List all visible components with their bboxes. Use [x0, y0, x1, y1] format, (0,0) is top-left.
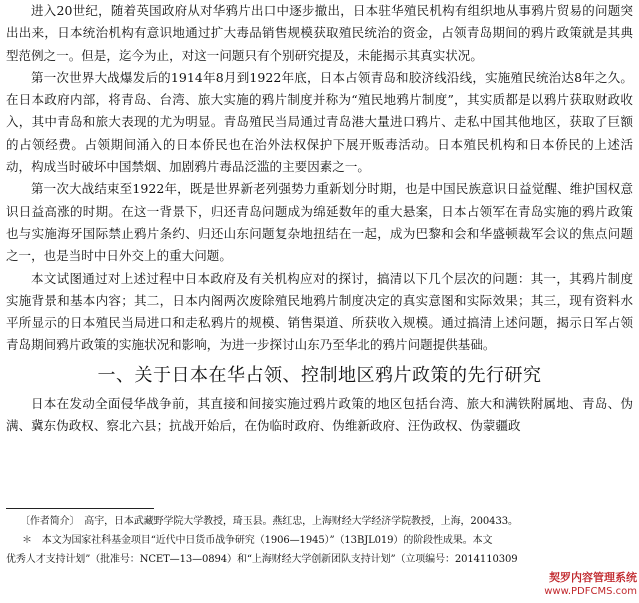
watermark-title: 契罗内容管理系统 [549, 571, 637, 584]
footnote-divider [6, 508, 154, 509]
body-paragraph-3: 第一次大战结束至1922年，既是世界新老列强势力重新划分时期，也是中国民族意识日益觉醒、维护国权意识日益高涨的时期。在这一背景下，归还青岛问题成为绵延数年的重大悬案，日本占领军在青岛实施的鸦片政策也与实施海牙国际禁止鸦片条约、归还山东问题复杂地扭结在一起，成为巴黎和会和华盛顿裁军会议的焦点问题之一，也是当时中日外交上的重大问题。 [6, 181, 633, 264]
author-intro-note: 〔作者简介〕 高宇，日本武藏野学院大学教授，琦玉县。燕红忠，上海财经大学经济学院教授，上海，200433。 [20, 516, 518, 527]
funding-note-line-1: ＊ 本文为国家社科基金项目“近代中日货币战争研究（1906—1945）”（13BJL019）的阶段性成果。本文 [22, 535, 493, 546]
body-paragraph-4: 本文试图通过对上述过程中日本政府及有关机构应对的探讨，搞清以下几个层次的问题：其一，其鸦片制度实施背景和基本内容；其二，日本内阁两次废除殖民地鸦片制度决定的真实意图和实际效果；其三，现有资料水平所显示的日本殖民当局进口和走私鸦片的规模、销售渠道、所获收入规模。通过搞清上述问题，揭示日军占领青岛期间鸦片政策的实施状况和影响，为进一步探讨山东乃至华北的鸦片问题提供基础。 [6, 270, 633, 353]
funding-note-line-2: 优秀人才支持计划”（批准号：NCET—13—0894）和“上海财经大学创新团队支持计划”（立项编号：2014110309 [6, 554, 518, 565]
section-paragraph: 日本在发动全面侵华战争前，其直接和间接实施过鸦片政策的地区包括台湾、旅大和满铁附属地、青岛、伪满、冀东伪政权、察北六县；抗战开始后，在伪临时政府、伪维新政府、汪伪政权、伪蒙疆政 [6, 395, 633, 434]
watermark-url: www.PDFCMS.com [544, 586, 637, 597]
body-paragraph-2: 第一次世界大战爆发后的1914年8月到1922年底，日本占领青岛和胶济线沿线，实施殖民统治达8年之久。在日本政府内部，将青岛、台湾、旅大实施的鸦片制度并称为“殖民地鸦片制度”，其实质都是以鸦片获取财政收入，其中青岛和旅大表现的尤为明显。青岛殖民当局通过青岛港大量进口鸦片、走私中国其他地区，获取了巨额的占领经费。占领期间涌入的日本侨民也在治外法权保护下展开贩毒活动。日本殖民机构和日本侨民的上述活动，构成当时破坏中国禁烟、加剧鸦片毒品泛滥的主要因素之一。 [6, 69, 633, 175]
site-watermark [543, 571, 637, 599]
footnotes [6, 512, 633, 569]
section-heading: 一、关于日本在华占领、控制地区鸦片政策的先行研究 [97, 364, 542, 386]
body-paragraph-1: 进入20世纪，随着英国政府从对华鸦片出口中逐步撤出，日本驻华殖民机构有组织地从事鸦片贸易的问题突出出来，日本统治机构有意识地通过扩大毒品销售规模获取殖民统治的资金，占领青岛期间的鸦片政策就是其典型范例之一。但是，迄今为止，对这一问题只有个别研究提及，未能揭示其真实状况。 [6, 3, 633, 63]
